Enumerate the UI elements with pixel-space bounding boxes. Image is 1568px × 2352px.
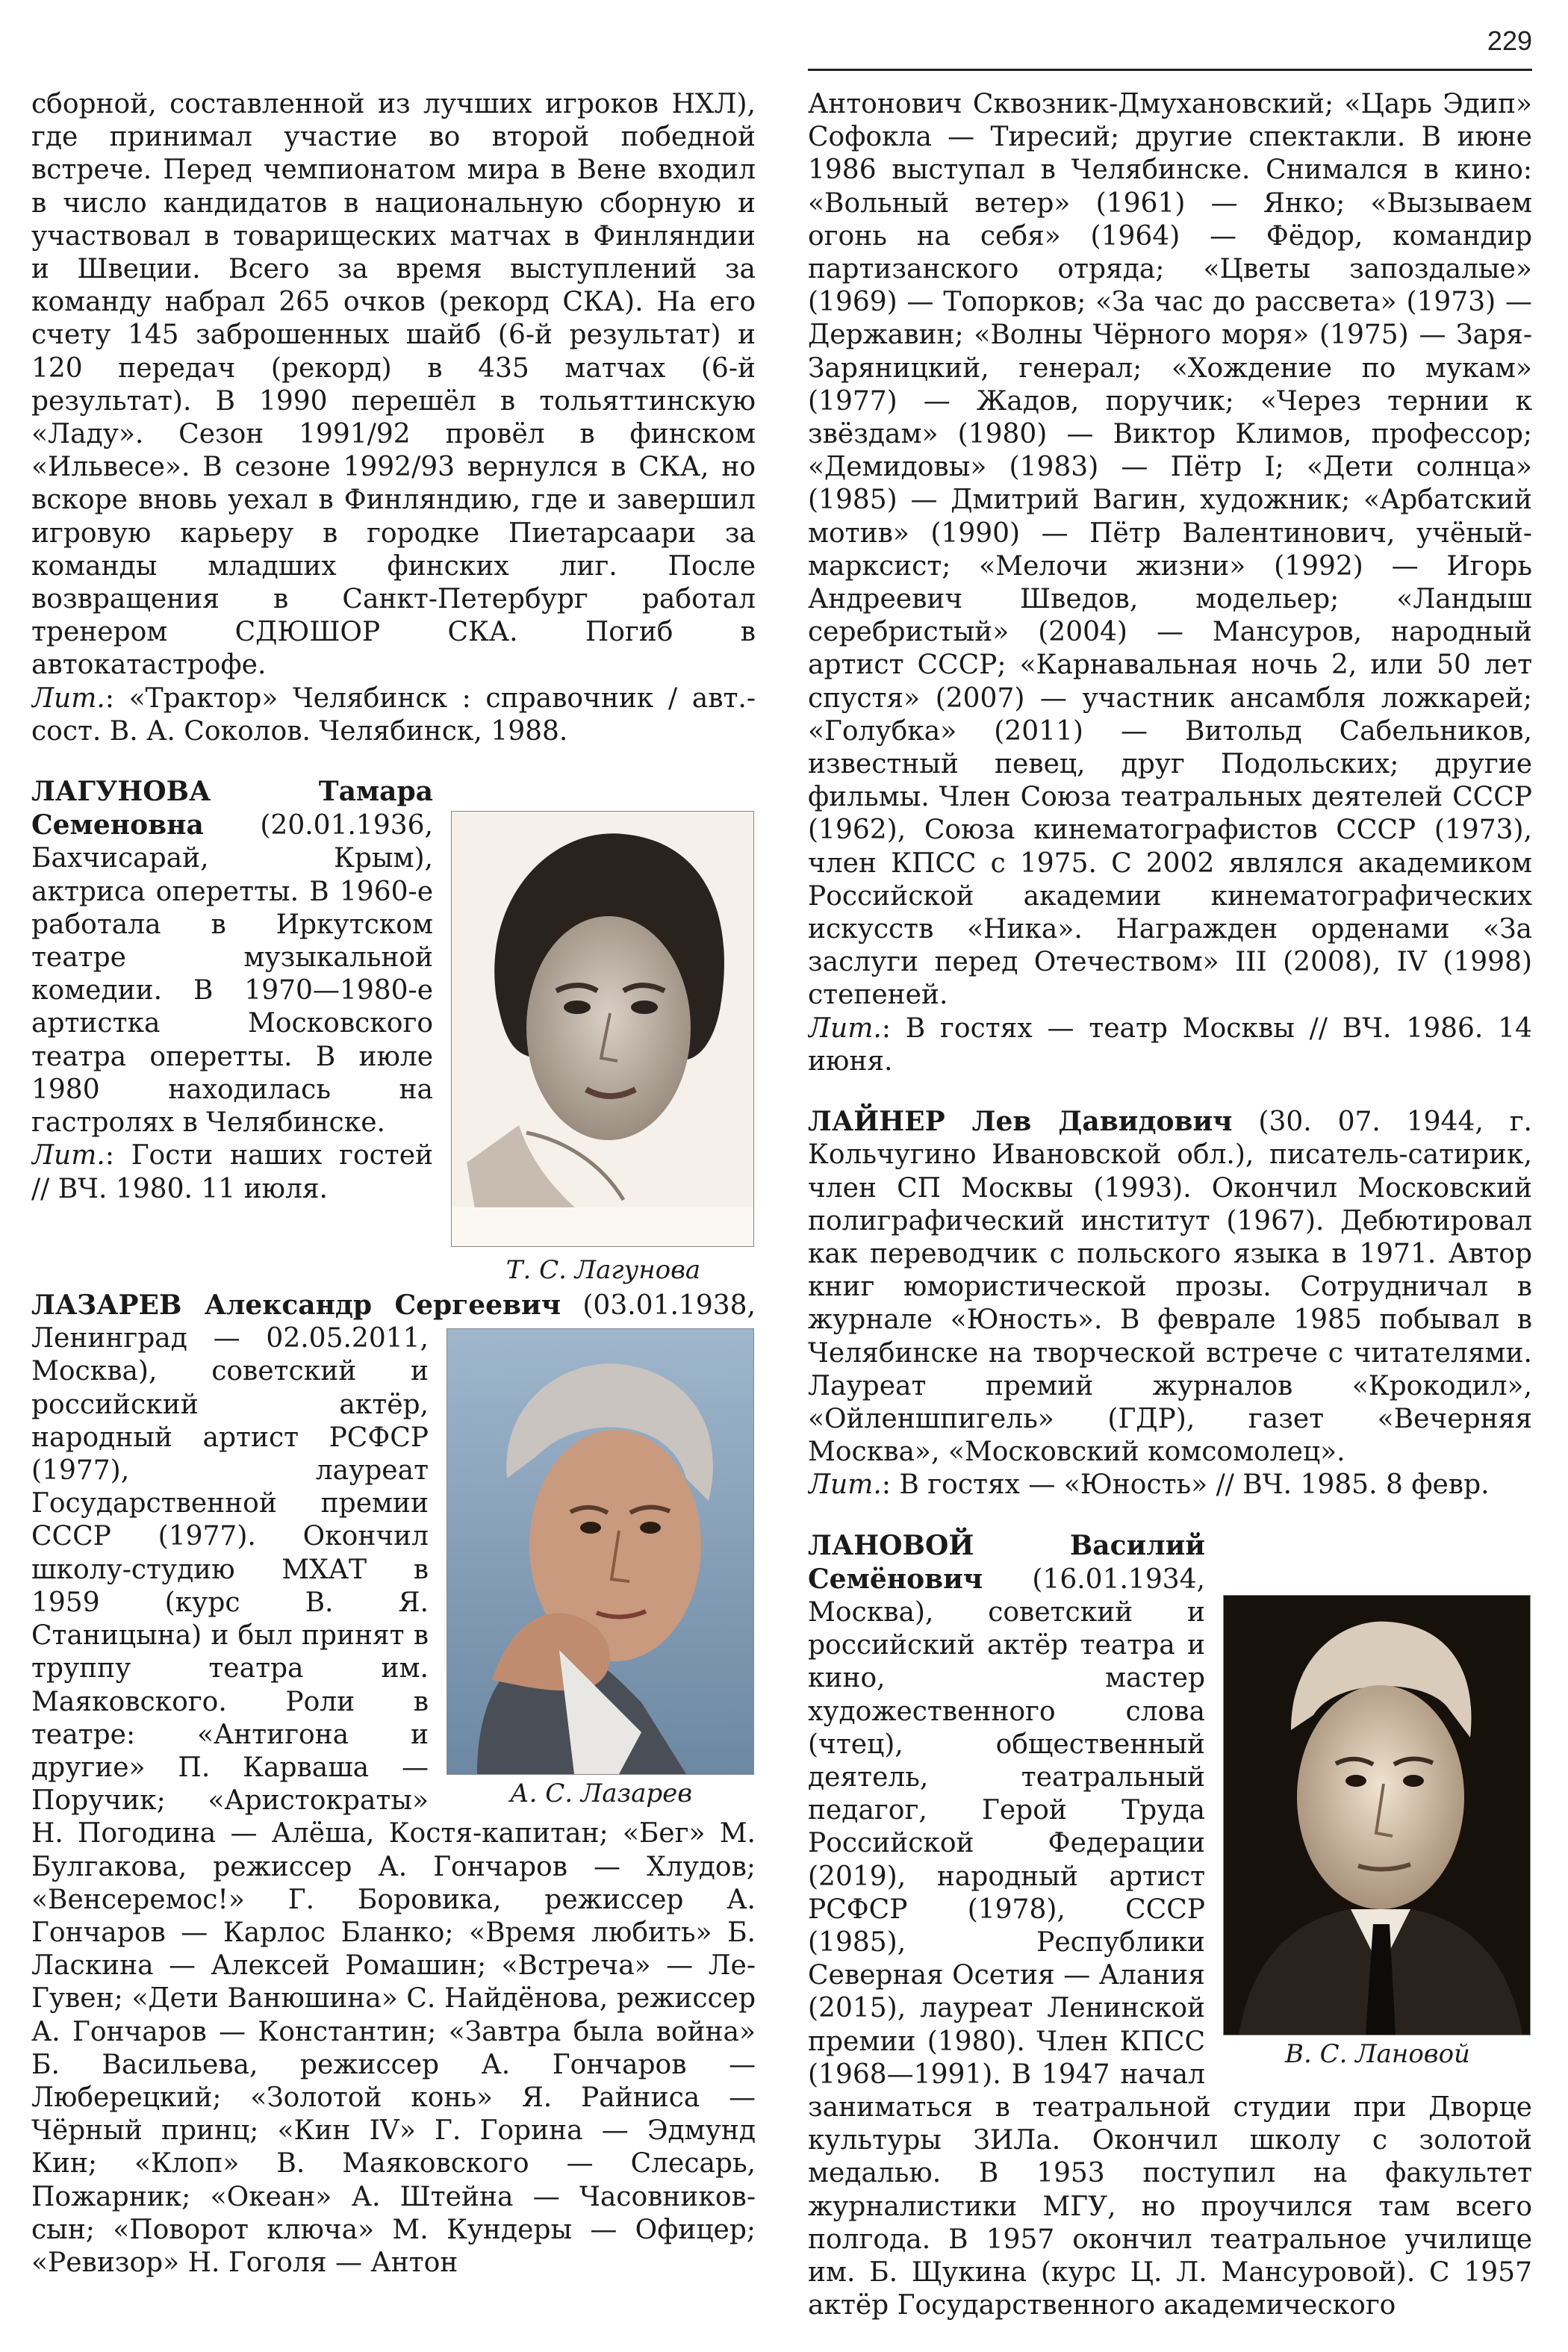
caption-lagunova: Т. С. Лагунова [505,1255,701,1286]
lit-reference: : В гостях — «Юность» // ВЧ. 1985. 8 февр. [881,1469,1490,1501]
entry-name-lainer: ЛАЙНЕР Лев Давидович [808,1106,1233,1138]
lit-label: Лит. [31,682,105,714]
figure-lagunova [451,811,756,1289]
continuation-text-right: Антонович Сквозник-Дмухановский; «Царь Эдип» Софокла — Тиресий; другие спектакли. В июне 1986 выступал в Челябинске. Снимался в кино: «Вольный ветер» (1961) — Янко; «Вызываем огонь на себя» (1964) — Фёдор, командир партизанского отряда; «Цветы запоздалые» (1969) — Топорков; «За час до рассвета» (1973) — Державин; «Волны Чёрного моря» (1975) — Заря-Заряницкий, генерал; «Хождение по мукам» (1977) — Жадов, поручик; «Через тернии к звёздам» (1980) — Виктор Климов, профессор; «Демидовы» (1983) — Пётр I; «Дети солнца» (1985) — Дмитрий Вагин, художник; «Арбатский мотив» (1990) — Пётр Валентинович, учёный-марксист; «Мелочи жизни» (1992) — Игорь Андреевич Шведов, модельер; «Ландыш серебристый» (2004) — Мансуров, народный артист СССР; «Карнавальная ночь 2, или 50 лет спустя» (2007) — участник ансамбля ложкарей; «Голубка» (2011) — Витольд Сабельников, известный певец, друг Подольских; другие фильмы. Член Союза театральных деятелей СССР (1962), Союза кинематографистов СССР (1973), член КПСС с 1975. С 2002 являлся академиком Российской академии кинематографических искусств «Ника». Награжден орденами «За заслуги перед Отечеством» III (2008), IV (1998) степеней. Лит.: В гостях — театр Москвы // ВЧ. 1986. 14 июня. [808,89,1532,1077]
entry-name-lazarev: ЛАЗАРЕВ Александр Сергеевич [31,1289,561,1322]
entry-lainer: ЛАЙНЕР Лев Давидович (30. 07. 1944, г. Кольчугино Ивановской обл.), писатель-сатирик, член СП Москвы (1993). Окончил Московский полиграфический институт (1967). Дебютировал как переводчик с польского языка в 1971. Автор книг юмористической прозы. Сотрудничал в журнале «Юность». В феврале 1985 побывал в Челябинске на творческой встрече с читателями. Лауреат премий журналов «Крокодил», «Ойленшпигель» (ГДР), газет «Вечерняя Москва», «Московский комсомолец». Лит.: В гостях — «Юность» // ВЧ. 1985. 8 февр. [808,1106,1532,1501]
lit-reference: : В гостях — театр Москвы // ВЧ. 1986. 14 июня. [808,1012,1532,1077]
lit-reference: : Гости наших гостей // ВЧ. 1980. 11 июля. [31,1140,433,1204]
portrait-photo-lanovoy [1223,1595,1531,2035]
lit-reference: : «Трактор» Челябинск : справочник / авт.-сост. В. А. Соколов. Челябинск, 1988. [31,682,756,747]
right-column [808,88,1532,2336]
entry-name-lanovoy: ЛАНОВОЙ Василий Семёнович [808,1529,1205,1595]
entry-lagunova: Т. С. Лагунова ЛАГУНОВА Тамара Семеновна (20.01.1936, Бахчисарай, Крым), актриса оперетты. В 1960-е работала в Иркутском театре музыкальной комедии. В 1970—1980-е артистка Московского театра оперетты. В июле 1980 находилась на гастролях в Челябинске. Лит.: Гости наших гостей // ВЧ. 1980. 11 июля. [31,775,756,1206]
caption-lanovoy: В. С. Лановой [1285,2038,1470,2069]
entry-lazarev: ЛАЗАРЕВ Александр Сергеевич А. С. Лазарев (03.01.1938, Ленинград — 02.05.2011, Москва), советский и российский актёр, народный артист РСФСР (1977), лауреат Государственной премии СССР (1977). Окончил школу-студию МХАТ в 1959 (курс В. Я. Станицына) и был принят в труппу театра им. Маяковского. Роли в театре: «Антигона и другие» П. Карваша — Поручик; «Аристократы» Н. Погодина — Алёша, Костя-капитан; «Бег» М. Булгакова, режиссер А. Гончаров — Хлудов; «Венсеремос!» Г. Боровика, режиссер А. Гончаров — Карлос Бланко; «Время любить» Б. Ласкина — Алексей Ромашин; «Встреча» — Ле-Гувен; «Дети Ванюшина» С. Найдёнова, режиссер А. Гончаров — Константин; «Завтра была война» Б. Васильева, режиссер А. Гончаров — Люберецкий; «Золотой конь» Я. Райниса — Чёрный принц; «Кин IV» Г. Горина — Эдмунд Кин; «Клоп» В. Маяковского — Слесарь, Пожарник; «Океан» А. Штейна — Часовников-сын; «Поворот ключа» М. Кундеры — Офицер; «Ревизор» Н. Гоголя — Антон [31,1289,756,2278]
entry-name-lagunova: ЛАГУНОВА Тамара Семеновна [31,776,433,841]
continuation-text-left: сборной, составленной из лучших игроков НХЛ), где принимал участие во второй победной встрече. Перед чемпионатом мира в Вене входил в число кандидатов в национальную сборную и участвовал в товарищеских матчах в Финляндии и Швеции. Всего за время выступлений за команду набрал 265 очков (рекорд СКА). На его счету 145 заброшенных шайб (6-й результат) и 120 передач (рекорд) в 435 матчах (6-й результат). В 1990 перешёл в тольяттинскую «Ладу». Сезон 1991/92 провёл в финском «Ильвесе». В сезоне 1992/93 вернулся в СКА, но вскоре вновь уехал в Финляндию, где и завершил игровую карьеру в городке Пиетарсаари за команды младших финских лиг. После возвращения в Санкт-Петербург работал тренером СДЮШОР СКА. Погиб в автокатастрофе. Лит.: «Трактор» Челябинск : справочник / авт.-сост. В. А. Соколов. Челябинск, 1988. [31,89,756,747]
lit-label: Лит. [31,1140,105,1172]
caption-lazarev: А. С. Лазарев [509,1779,693,1809]
portrait-photo-lagunova [451,811,754,1247]
lit-label: Лит. [808,1469,882,1501]
figure-lanovoy [1223,1595,1532,2073]
page-number: 229 [1487,25,1532,56]
lit-label: Лит. [808,1012,882,1044]
left-column [31,88,756,2336]
header-rule [808,69,1532,71]
figure-lazarev [447,1328,756,1812]
portrait-photo-lazarev [447,1328,754,1775]
entry-lanovoy: В. С. Лановой ЛАНОВОЙ Василий Семёнович (16.01.1934, Москва), советский и российский актёр театра и кино, мастер художественного слова (чтец), общественный деятель, театральный педагог, Герой Труда Российской Федерации (2019), народный артист РСФСР (1978), СССР (1985), Республики Северная Осетия — Алания (2015), лауреат Ленинской премии (1980). Член КПСС (1968—1991). В 1947 начал заниматься в театральной студии при Дворце культуры ЗИЛа. Окончил школу с золотой медалью. В 1953 поступил на факультет журналистики МГУ, но проучился там всего полгода. В 1957 окончил театральное училище им. Б. Щукина (курс Ц. Л. Мансуровой). С 1957 актёр Государственного академического [808,1529,1532,2321]
